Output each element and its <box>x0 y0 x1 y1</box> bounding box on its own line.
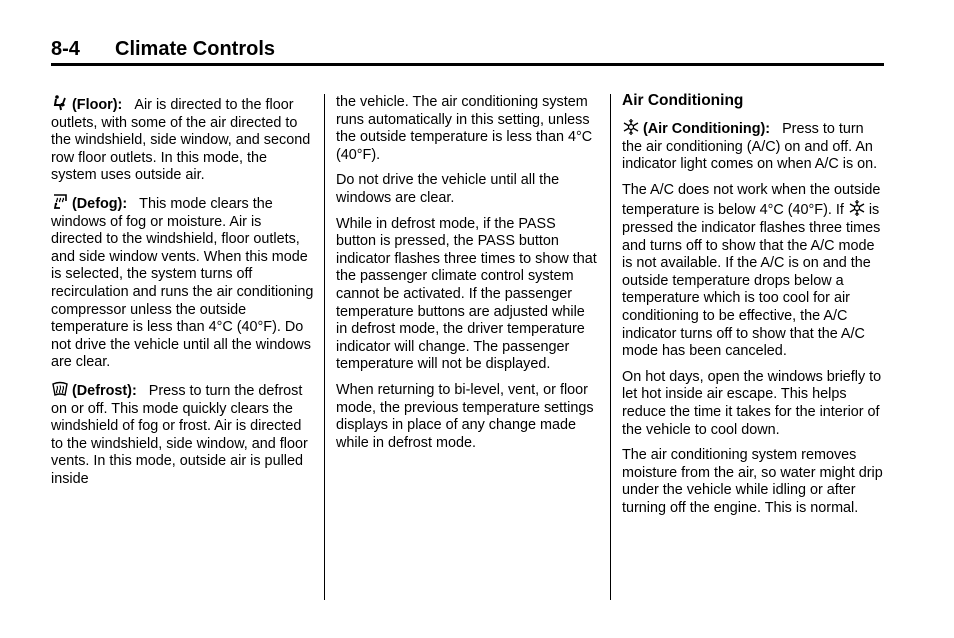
col3-paragraph-2 <box>622 182 884 361</box>
column-divider-1 <box>324 94 325 600</box>
page-header <box>51 38 884 66</box>
floor-mode-icon <box>51 94 69 112</box>
page-title: Climate Controls <box>115 38 276 60</box>
defog-text: This mode clears the windows of fog or moisture. Air is directed to the windshield, floor outlets, and side window vents. When this mode is selected, the system turns off recirculation and runs the air conditioning compressor unless the outside temperature is less than 4°C (40°F). Do not drive the vehicle until all the windows are clear. <box>51 195 314 371</box>
defrost-icon <box>51 380 69 398</box>
header-rule <box>51 63 884 66</box>
col2-paragraph-4: When returning to bi-level, vent, or floor mode, the previous temperature settings displays in place of any change made while in defrost mode. <box>336 381 594 451</box>
col3-paragraph-2b: is pressed the indicator flashes three times and turns off to show that the A/C mode is not available. If the A/C is on and the outside temperature drops below a temperature which is too cool for air conditioning to be effective, the A/C indicator turns off to show that the A/C mode has been canceled. <box>622 202 881 360</box>
ac-label: (Air Conditioning): <box>643 121 771 137</box>
defog-paragraph <box>51 193 315 372</box>
col2-paragraph-3: While in defrost mode, if the PASS button is pressed, the PASS button indicator flashes three times to show that the passenger climate control system cannot be activated. If the passenger temperature buttons are adjusted while in defrost mode, the driver temperature indicator will change. The passenger temperature will not be displayed. <box>336 215 597 373</box>
defrost-label: (Defrost): <box>72 382 137 399</box>
column-1 <box>51 94 315 496</box>
column-3 <box>622 92 884 525</box>
col3-paragraph-4: The air conditioning system removes moisture from the air, so water might drip under the vehicle while idling or after turning off the engine. This is normal. <box>622 447 883 516</box>
col2-paragraph-2: Do not drive the vehicle until all the windows are clear. <box>336 172 560 206</box>
floor-label: (Floor): <box>72 97 123 113</box>
ac-paragraph <box>622 118 884 174</box>
column-divider-2 <box>610 94 611 600</box>
ac-text: Press to turn the air conditioning (A/C) on and off. An indicator light comes on when A/C is on. <box>622 121 878 173</box>
col3-paragraph-2a: The A/C does not work when the outside temperature is below 4°C (40°F). If <box>622 181 881 219</box>
col3-paragraph-3: On hot days, open the windows briefly to let hot inside air escape. This helps reduce the time it takes for the interior of the vehicle to cool down. <box>622 368 882 438</box>
snowflake-icon <box>848 199 866 217</box>
defrost-paragraph <box>51 380 315 489</box>
defog-mode-icon <box>51 193 69 211</box>
defrost-text: Press to turn the defrost on or off. This mode quickly clears the windshield of fog or frost. Air is directed to the windshield, side window, and floor vents. In this mode, outside air is pulled inside <box>51 382 308 487</box>
section-heading: Air Conditioning <box>622 92 744 109</box>
col2-paragraph-1: the vehicle. The air conditioning system runs automatically in this setting, unless the outside temperature is less than 4°C (40°F). <box>336 94 593 163</box>
snowflake-icon <box>622 118 640 136</box>
floor-text: Air is directed to the floor outlets, with some of the air directed to the windshield, side window, and second row floor outlets. In this mode, the system uses outside air. <box>51 97 311 184</box>
floor-paragraph <box>51 94 315 185</box>
page-number: 8-4 <box>51 38 80 60</box>
defog-label: (Defog): <box>72 195 128 212</box>
column-2 <box>336 94 598 460</box>
